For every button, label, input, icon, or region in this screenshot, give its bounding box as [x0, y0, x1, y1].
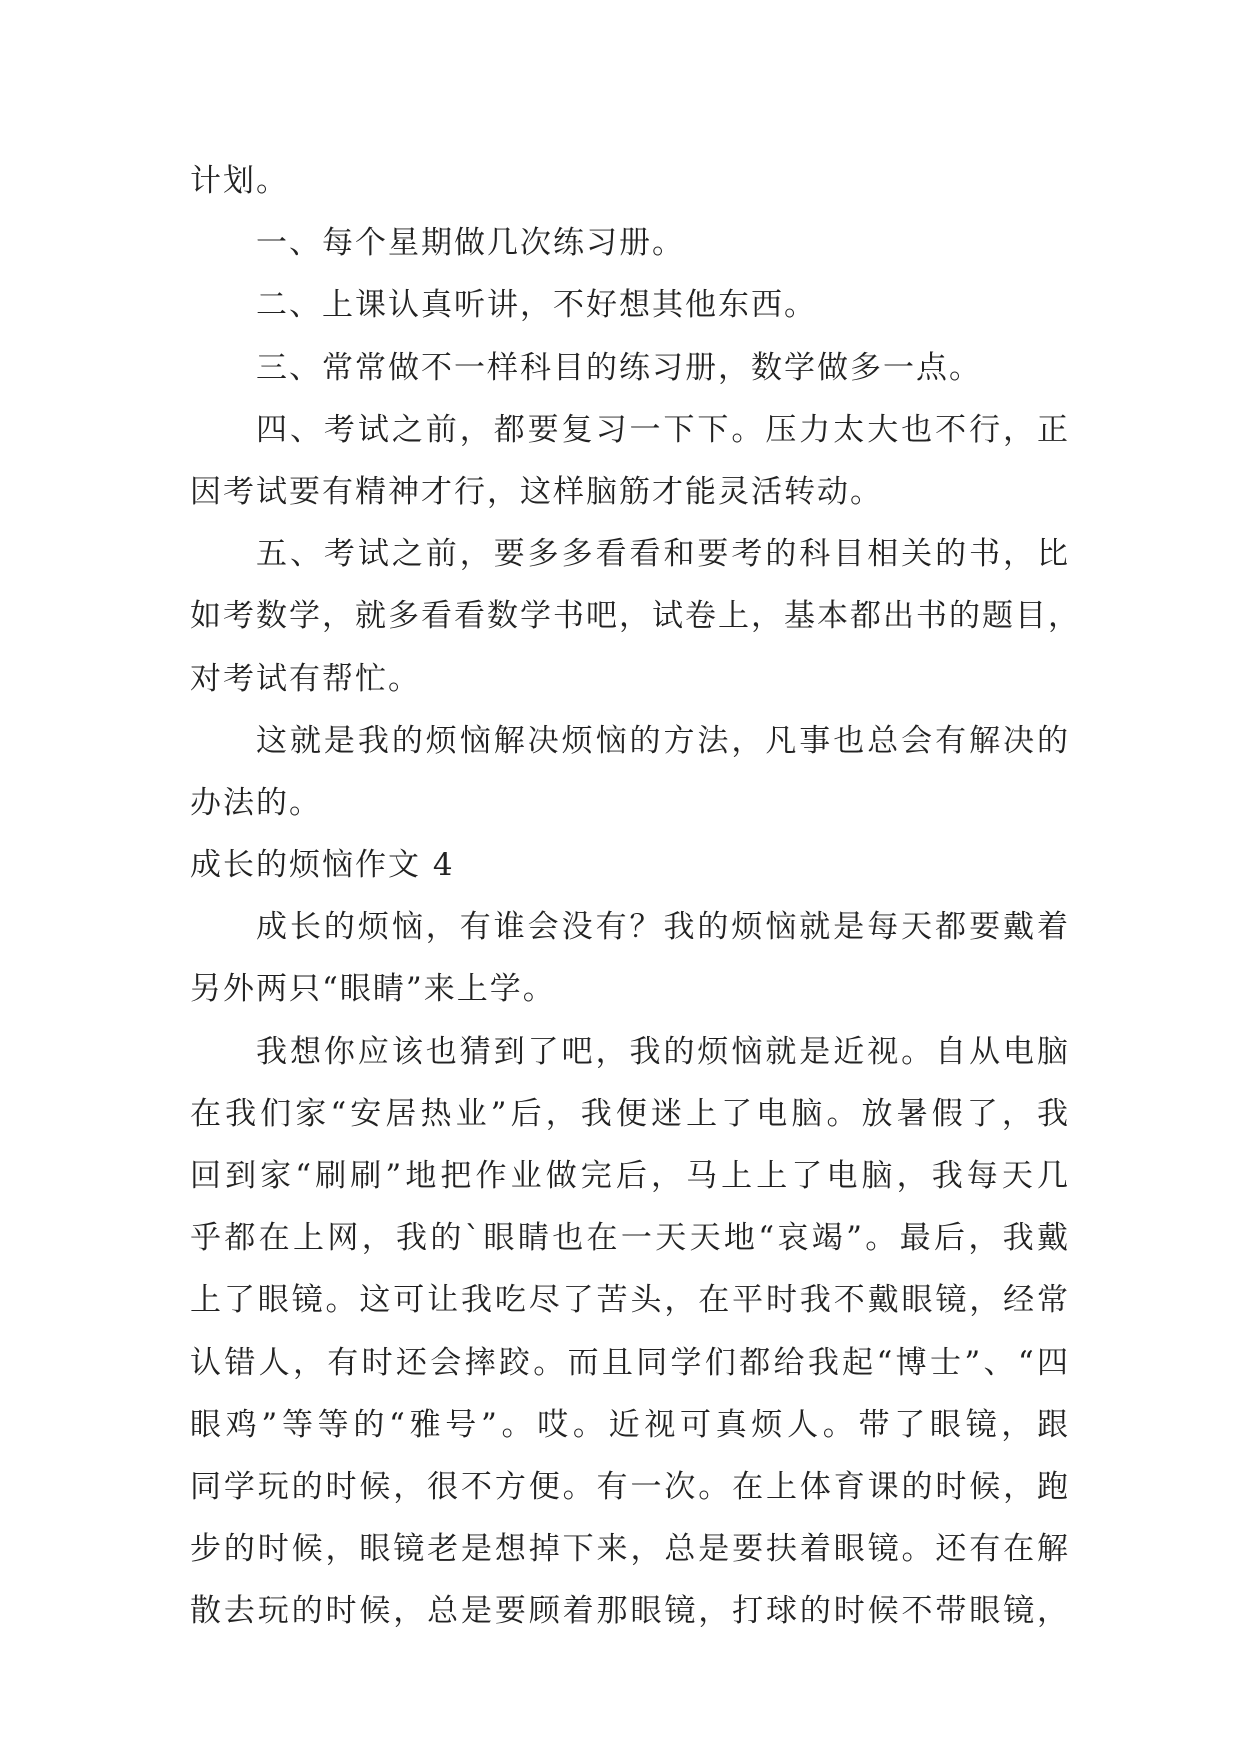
paragraph-line: 成长的烦恼，有谁会没有？我的烦恼就是每天都要戴着 — [256, 909, 1070, 946]
paragraph-line: 这就是我的烦恼解决烦恼的方法，凡事也总会有解决的 — [256, 722, 1070, 759]
list-item: 一、每个星期做几次练习册。 — [256, 225, 685, 262]
text-line: 对考试有帮忙。 — [190, 660, 421, 697]
document-page — [190, 150, 1081, 1630]
text-line: 如考数学，就多看看数学书吧，试卷上，基本都出书的题目， — [190, 598, 1081, 635]
section-heading: 成长的烦恼作文 4 — [190, 847, 455, 884]
text-line: 计划。 — [190, 163, 289, 199]
list-item: 二、上课认真听讲，不好想其他东西。 — [256, 287, 817, 324]
list-item: 三、常常做不一样科目的练习册，数学做多一点。 — [256, 349, 982, 386]
text-line: 步的时候，眼镜老是想掉下来，总是要扶着眼镜。还有在解 — [190, 1531, 1070, 1568]
text-line: 乎都在上网，我的`眼睛也在一天天地“哀竭”。最后，我戴 — [190, 1220, 1070, 1257]
text-line: 散去玩的时候，总是要顾着那眼镜，打球的时候不带眼镜， — [190, 1593, 1070, 1630]
paragraph-line: 我想你应该也猜到了吧，我的烦恼就是近视。自从电脑 — [256, 1033, 1070, 1070]
text-line: 上了眼镜。这可让我吃尽了苦头，在平时我不戴眼镜，经常 — [190, 1282, 1070, 1319]
text-line: 同学玩的时候，很不方便。有一次。在上体育课的时候，跑 — [190, 1468, 1070, 1505]
text-line: 在我们家“安居热业”后，我便迷上了电脑。放暑假了，我 — [190, 1095, 1070, 1132]
text-line: 办法的。 — [190, 784, 322, 821]
list-item: 五、考试之前，要多多看看和要考的科目相关的书，比 — [256, 536, 1070, 573]
text-line: 认错人，有时还会摔跤。而且同学们都给我起“博士”、“四 — [190, 1344, 1070, 1381]
text-line: 回到家“刷刷”地把作业做完后，马上上了电脑，我每天几 — [190, 1158, 1070, 1194]
list-item: 四、考试之前，都要复习一下下。压力太大也不行，正 — [256, 411, 1070, 448]
text-line: 因考试要有精神才行，这样脑筋才能灵活转动。 — [190, 473, 883, 510]
text-line: 另外两只“眼睛”来上学。 — [190, 971, 556, 1008]
text-line: 眼鸡”等等的“雅号”。哎。近视可真烦人。带了眼镜，跟 — [190, 1406, 1070, 1443]
